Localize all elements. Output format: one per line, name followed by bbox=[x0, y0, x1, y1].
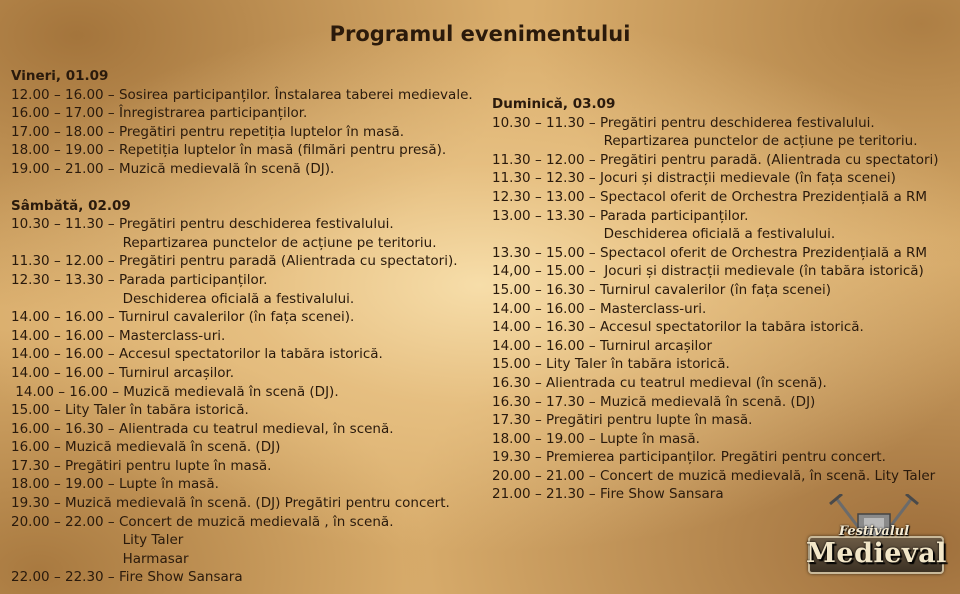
schedule-line: 13.30 – 15.00 – Spectacol oferit de Orchestra Prezidențială a RM bbox=[492, 244, 928, 261]
schedule-line: 14.00 – 16.00 – Turnirul arcașilor bbox=[492, 337, 713, 354]
schedule-line: Deschiderea oficială a festivalului. bbox=[492, 226, 836, 243]
schedule-line: 10.30 – 11.30 – Pregătiri pentru deschiderea festivalului. bbox=[11, 216, 394, 233]
festival-logo bbox=[806, 494, 947, 578]
schedule-line: 18.00 – 19.00 – Lupte în masă. bbox=[11, 476, 219, 493]
schedule-line: 20.00 – 22.00 – Concert de muzică medievală , în scenă. bbox=[11, 513, 394, 530]
schedule-line: 11.30 – 12.00 – Pregătiri pentru paradă. (Alientrada cu spectatori) bbox=[492, 151, 939, 168]
schedule-line: Deschiderea oficială a festivalului. bbox=[11, 290, 355, 307]
schedule-line: 19.30 – Premierea participanților. Pregătiri pentru concert. bbox=[492, 449, 886, 466]
schedule-line: 18.00 – 19.00 – Lupte în masă. bbox=[492, 430, 700, 447]
schedule-line: 12.30 – 13.00 – Spectacol oferit de Orchestra Prezidențială a RM bbox=[492, 188, 928, 205]
schedule-line: 19.30 – Muzică medievală în scenă. (DJ) Pregătiri pentru concert. bbox=[11, 495, 450, 512]
schedule-line: 14.00 – 16.00 – Turnirul cavalerilor (în fața scenei). bbox=[11, 309, 355, 326]
schedule-line: 16.00 – 17.00 – Înregistrarea participanților. bbox=[11, 105, 308, 122]
schedule-line: 18.00 – 19.00 – Repetiția luptelor în masă (filmări pentru presă). bbox=[11, 142, 447, 159]
schedule-line: 15.00 – Lity Taler în tabăra istorică. bbox=[11, 402, 249, 419]
day-heading-sunday: Duminică, 03.09 bbox=[492, 96, 616, 112]
friday-schedule bbox=[11, 86, 481, 179]
schedule-line: 14.00 – 16.00 – Masterclass-uri. bbox=[492, 300, 707, 317]
schedule-line: 19.00 – 21.00 – Muzică medievală în scenă (DJ). bbox=[11, 160, 335, 177]
day-heading-saturday: Sâmbătă, 02.09 bbox=[11, 197, 131, 214]
day-heading-friday: Vineri, 01.09 bbox=[11, 68, 109, 84]
schedule-line: 22.00 – 22.30 – Fire Show Sansara bbox=[11, 569, 243, 586]
schedule-line: Harmasar bbox=[11, 550, 189, 567]
schedule-line: 14.00 – 16.00 – Masterclass-uri. bbox=[11, 327, 226, 344]
left-column bbox=[11, 67, 481, 587]
schedule-line: 14,00 – 15.00 – Jocuri și distracții medievale (în tabăra istorică) bbox=[492, 263, 924, 280]
schedule-line: 14.00 – 16.00 – Muzică medievală în scenă (DJ). bbox=[11, 383, 339, 400]
schedule-line: 16.00 – Muzică medievală în scenă. (DJ) bbox=[11, 439, 281, 456]
schedule-line: Lity Taler bbox=[11, 532, 184, 549]
logo-text-small: Festivalul bbox=[838, 524, 910, 539]
schedule-line: 11.30 – 12.00 – Pregătiri pentru paradă (Alientrada cu spectatori). bbox=[11, 253, 458, 270]
schedule-line: 13.00 – 13.30 – Parada participanților. bbox=[492, 207, 749, 224]
schedule-line: 16.00 – 16.30 – Alientrada cu teatrul medieval, în scenă. bbox=[11, 420, 394, 437]
schedule-line: 14.00 – 16.00 – Accesul spectatorilor la tabăra istorică. bbox=[11, 346, 383, 363]
right-column bbox=[492, 95, 947, 504]
schedule-line: 17.30 – Pregătiri pentru lupte în masă. bbox=[492, 412, 753, 429]
schedule-line: 17.00 – 18.00 – Pregătiri pentru repetiția luptelor în masă. bbox=[11, 123, 405, 140]
logo-text-big: Medieval bbox=[806, 538, 947, 569]
schedule-line: 14.00 – 16.00 – Turnirul arcașilor. bbox=[11, 364, 235, 381]
schedule-line: 21.00 – 21.30 – Fire Show Sansara bbox=[492, 486, 724, 503]
saturday-schedule bbox=[11, 215, 481, 587]
schedule-line: 10.30 – 11.30 – Pregătiri pentru deschiderea festivalului. bbox=[492, 114, 875, 131]
schedule-line: Repartizarea punctelor de acțiune pe teritoriu. bbox=[492, 133, 918, 150]
schedule-line: 12.30 – 13.30 – Parada participanților. bbox=[11, 271, 268, 288]
schedule-line: 15.00 – 16.30 – Turnirul cavalerilor (în fața scenei) bbox=[492, 281, 832, 298]
schedule-line: 15.00 – Lity Taler în tabăra istorică. bbox=[492, 356, 730, 373]
page-title: Programul evenimentului bbox=[329, 22, 631, 46]
sunday-schedule bbox=[492, 114, 947, 504]
schedule-line: 16.30 – 17.30 – Muzică medievală în scenă. (DJ) bbox=[492, 393, 816, 410]
schedule-line: 20.00 – 21.00 – Concert de muzică medievală, în scenă. Lity Taler bbox=[492, 467, 936, 484]
schedule-line: 16.30 – Alientrada cu teatrul medieval (în scenă). bbox=[492, 374, 827, 391]
schedule-line: 12.00 – 16.00 – Sosirea participanților. Înstalarea taberei medievale. bbox=[11, 86, 473, 103]
schedule-line: Repartizarea punctelor de acțiune pe teritoriu. bbox=[11, 234, 437, 251]
schedule-line: 11.30 – 12.30 – Jocuri și distracții medievale (în fața scenei) bbox=[492, 170, 896, 187]
schedule-line: 17.30 – Pregătiri pentru lupte în masă. bbox=[11, 457, 272, 474]
schedule-line: 14.00 – 16.30 – Accesul spectatorilor la tabăra istorică. bbox=[492, 319, 864, 336]
